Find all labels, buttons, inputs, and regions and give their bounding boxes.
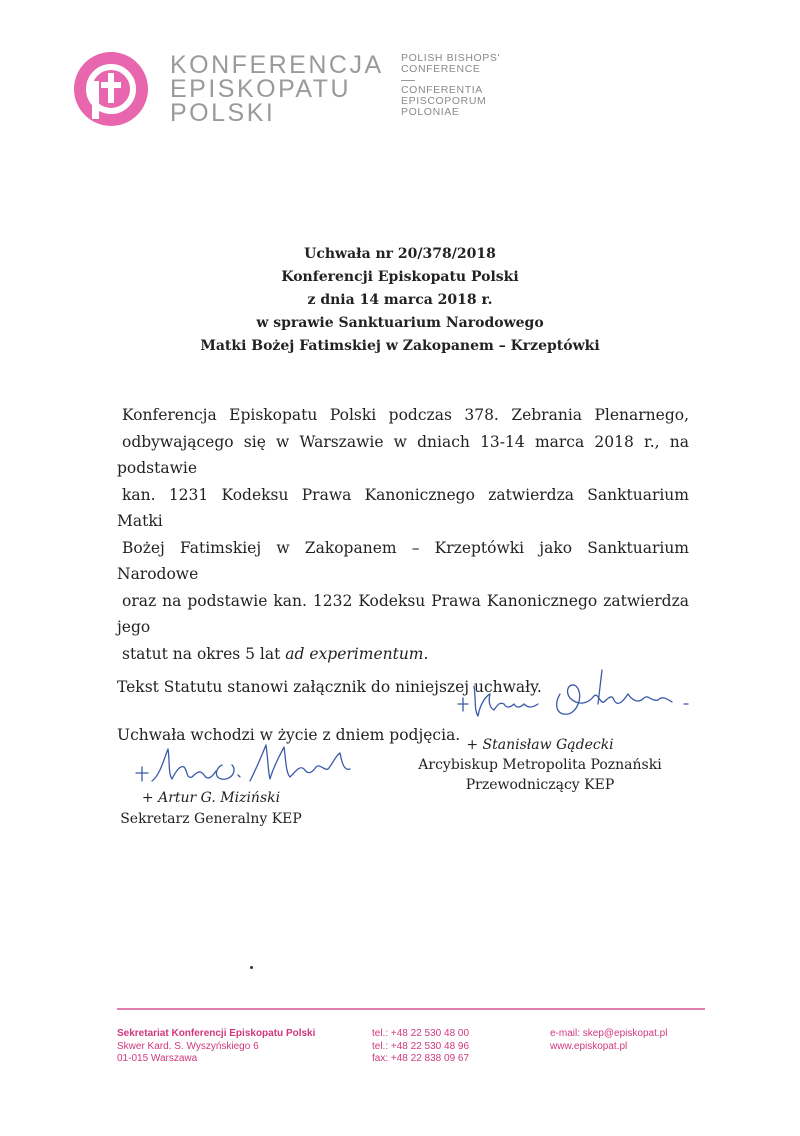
logo-side-divider (401, 80, 415, 81)
footer-address (117, 1028, 315, 1066)
logo-side-en-line: POLISH BISHOPS' (401, 52, 501, 64)
logo-title-line: KONFERENCJA (170, 51, 384, 79)
conference-logo-icon (73, 51, 149, 127)
footer-fax: fax: +48 22 838 09 67 (372, 1053, 470, 1064)
logo-side-en-line: CONFERENCE (401, 63, 481, 75)
body-line: kan. 1231 Kodeksu Prawa Kanonicznego zatwierdza Sanktuarium Matki (117, 485, 689, 530)
latin-phrase: ad experimentum (285, 644, 424, 663)
signatory-name: + Stanisław Gądecki (466, 737, 614, 753)
logo-title-line: EPISKOPATU (170, 75, 352, 103)
logo-side-la-line: CONFERENTIA (401, 84, 483, 96)
body-line: Konferencja Episkopatu Polski podczas 378. Zebrania Plenarnego, (122, 406, 689, 424)
heading-line: Uchwała nr 20/378/2018 (304, 246, 496, 262)
signature-block-left (111, 788, 311, 829)
logo-wordmark (170, 53, 384, 125)
body-line: oraz na podstawie kan. 1232 Kodeksu Prawa Kanonicznego zatwierdza jego (117, 591, 689, 636)
heading-line: Konferencji Episkopatu Polski (281, 269, 519, 285)
footer-website[interactable]: www.episkopat.pl (550, 1040, 628, 1052)
signatory-title: Sekretarz Generalny KEP (120, 810, 302, 827)
footer-org-name: Sekretariat Konferencji Episkopatu Polski (117, 1028, 316, 1039)
body-paragraph-1 (117, 402, 689, 667)
signature-block-right (400, 735, 680, 795)
footer-phone: tel.: +48 22 530 48 00 (372, 1028, 470, 1039)
signature-mizinski-image (130, 735, 360, 795)
logo-side-text (401, 53, 500, 118)
logo-side-la-line: POLONIAE (401, 106, 460, 118)
footer-divider (117, 1008, 705, 1010)
body-line: Bożej Fatimskiej w Zakopanem – Krzeptówki jako Sanktuarium Narodowe (117, 538, 689, 583)
footer-contact (550, 1028, 667, 1053)
body-paragraph-3: Uchwała wchodzi w życie z dniem podjęcia. (117, 725, 461, 744)
scan-speck (250, 966, 253, 969)
heading-line: w sprawie Sanktuarium Narodowego (256, 315, 544, 331)
body-paragraph-2: Tekst Statutu stanowi załącznik do niniejszej uchwały. (117, 678, 542, 696)
heading-line: Matki Bożej Fatimskiej w Zakopanem – Krzeptówki (200, 338, 600, 354)
footer-phone: tel.: +48 22 530 48 96 (372, 1040, 470, 1052)
footer-street: Skwer Kard. S. Wyszyńskiego 6 (117, 1040, 259, 1052)
resolution-heading (0, 243, 800, 358)
heading-line: z dnia 14 marca 2018 r. (307, 292, 493, 308)
signatory-title: Arcybiskup Metropolita Poznański (418, 757, 662, 773)
body-line: odbywającego się w Warszawie w dniach 13-14 marca 2018 r., na podstawie (117, 432, 689, 477)
logo-side-la-line: EPISCOPORUM (401, 95, 487, 107)
footer-email[interactable]: e-mail: skep@episkopat.pl (550, 1028, 668, 1039)
footer-phones (372, 1028, 469, 1066)
body-line-prefix: statut na okres 5 lat (122, 644, 286, 663)
signatory-name: + Artur G. Miziński (141, 790, 281, 806)
footer-city: 01-015 Warszawa (117, 1053, 198, 1064)
signatory-title: Przewodniczący KEP (465, 777, 615, 793)
logo-title-line: POLSKI (170, 99, 276, 127)
signature-gadecki-image (452, 664, 692, 724)
body-line-suffix: . (423, 644, 429, 663)
